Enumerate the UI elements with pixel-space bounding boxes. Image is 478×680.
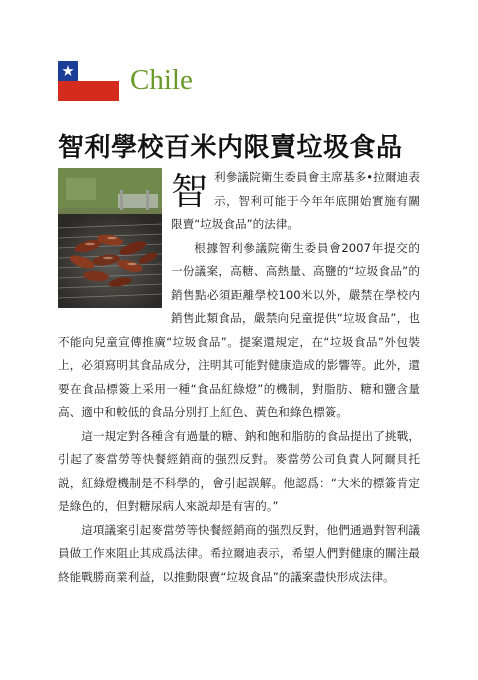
drop-cap: 智 [171, 170, 208, 213]
article-body [58, 166, 420, 589]
photo-wrap-spacer [58, 166, 171, 316]
paragraph-2: 根據智利參議院衛生委員會2007年提交的一份議案，高糖、高熱量、高鹽的“垃圾食品”的銷售點必須距離學校100米以外，嚴禁在學校内銷售此類食品，嚴禁向兒童提供“垃圾食品”，也不能向兒童宣傳推廣“垃圾食品”。提案還規定，在“垃圾食品”外包裝上，必須寫明其食品成分，注明其可能對健康造成的影響等。此外，還要在食品標簽上采用一種“食品紅綠燈”的機制，對脂肪、糖和鹽含量高、適中和較低的食品分別打上紅色、黃色和綠色標簽。 [58, 240, 420, 419]
paragraph-3: 這一規定對各種含有過量的糖、鈉和飽和脂肪的食品提出了挑戰，引起了麥當勞等快餐經銷商的强烈反對。麥當勞公司負責人阿爾貝托説，紅綠燈機制是不科學的，會引起誤解。他認爲：“大米的標簽肯定是綠色的，但對糖尿病人來説却是有害的。” [58, 428, 420, 513]
paragraph-1: 利參議院衛生委員會主席基多•拉爾迪表示，智利可能于今年年底開始實施有關限賣“垃圾食品”的法律。 [171, 170, 420, 231]
article-title: 智利學校百米内限賣垃圾食品 [58, 133, 403, 164]
country-name: Chile [130, 64, 193, 96]
chile-flag-icon [58, 61, 119, 101]
paragraph-4: 這項議案引起麥當勞等快餐經銷商的强烈反對，他們通過對智利議員做工作來阻止其成爲法律。希拉爾迪表示，希望人們對健康的關注最終能戰勝商業利益，以推動限賣“垃圾食品”的議案盡快形成法律。 [58, 522, 420, 584]
